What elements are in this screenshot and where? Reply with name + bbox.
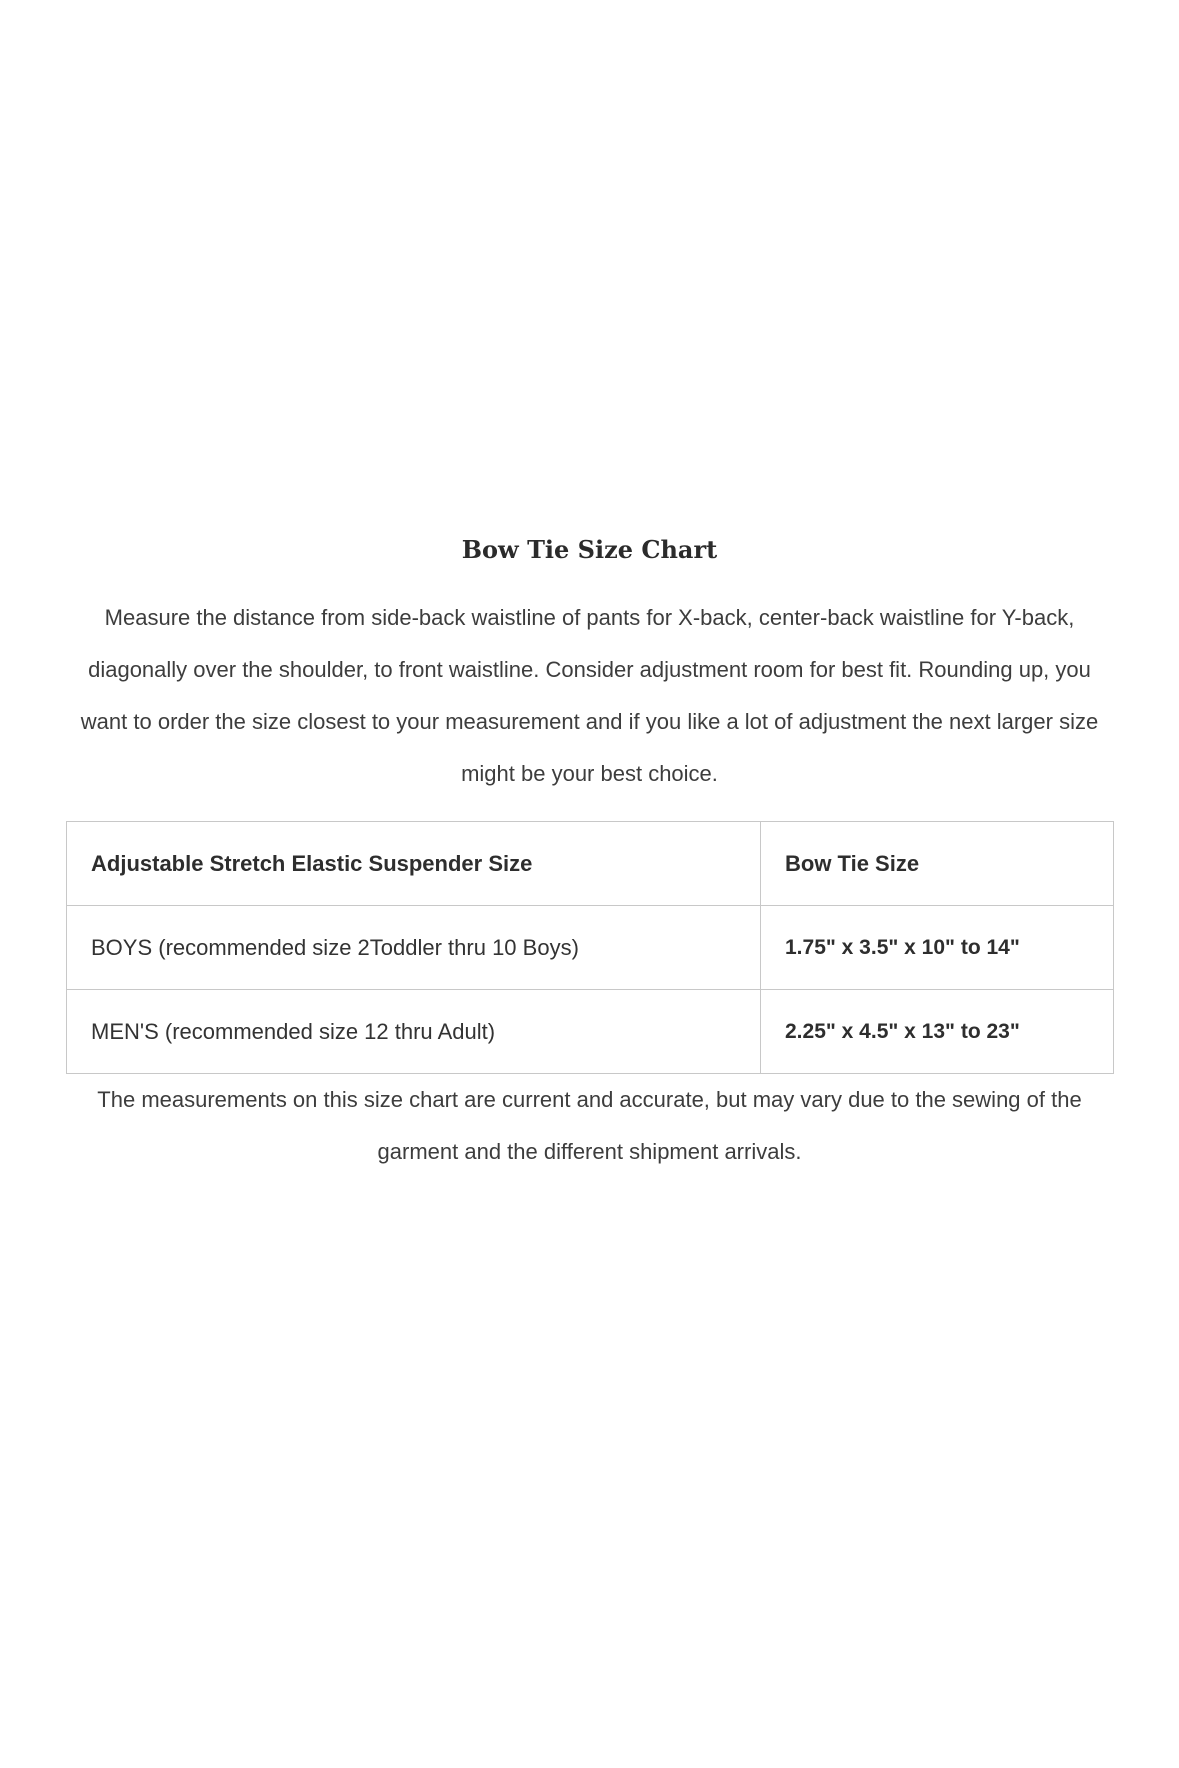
header-bow-tie-size: Bow Tie Size [761,822,1114,906]
footnote-paragraph: The measurements on this size chart are current and accurate, but may vary due to the sewing of the garment and the different shipment arrivals. [97,1087,1082,1164]
row-mens-measurement: 2.25" x 4.5" x 13" to 23" [761,990,1114,1074]
intro-paragraph: Measure the distance from side-back waistline of pants for X-back, center-back waistline for Y-back, diagonally over the shoulder, to front waistline. Consider adjustment room for best fit. Rounding up, you want to order the size closest to your measurement and if you like a lot of adjustment the next larger size might be your best choice. [80,605,1099,786]
table-row [67,990,1114,1074]
table-header-row [67,822,1114,906]
row-mens-size: MEN'S (recommended size 12 thru Adult) [67,990,761,1074]
size-table [66,821,1114,1074]
row-boys-measurement: 1.75" x 3.5" x 10" to 14" [761,906,1114,990]
table-row [67,906,1114,990]
size-chart-section [66,530,1113,1178]
row-boys-size: BOYS (recommended size 2Toddler thru 10 Boys) [67,906,761,990]
page-title: Bow Tie Size Chart [461,535,718,564]
header-suspender-size: Adjustable Stretch Elastic Suspender Size [67,822,761,906]
